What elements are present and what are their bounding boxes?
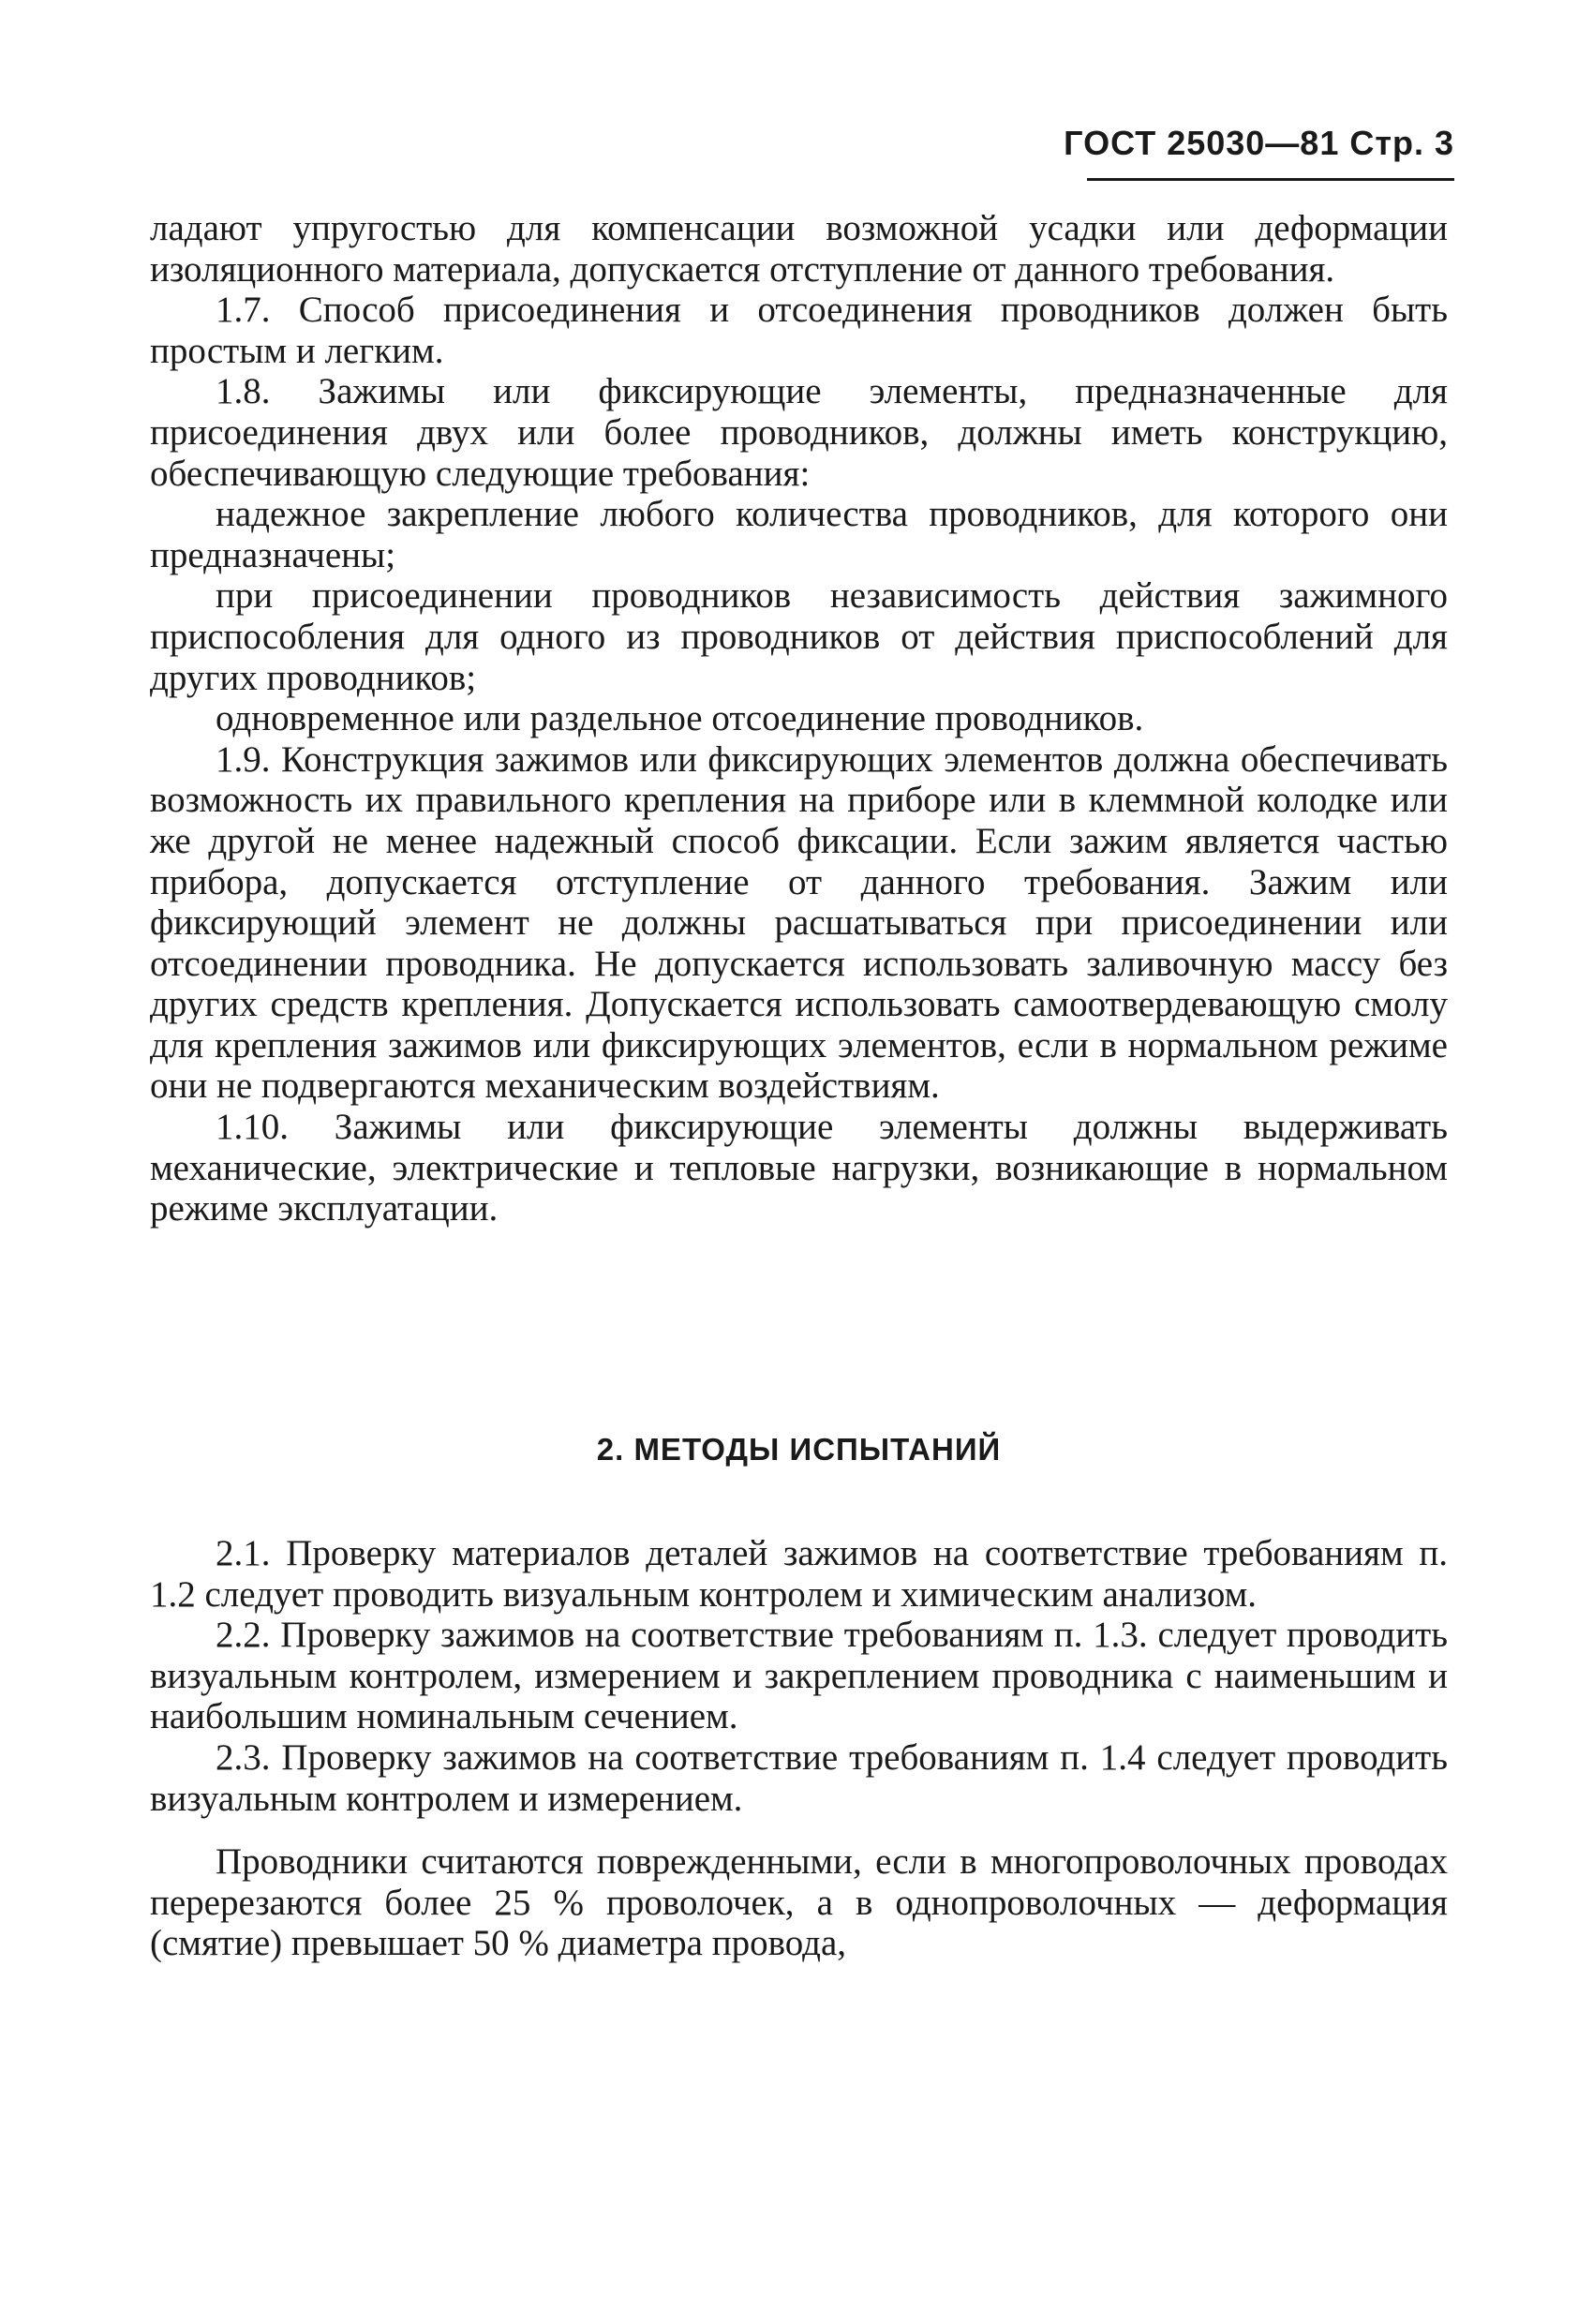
paragraph-1-8: 1.8. Зажимы или фиксирующие элементы, предназначенные для присоединения двух или более проводников, должны иметь конструкцию, обеспечивающую следующие требования: [150, 371, 1448, 494]
paragraph-2-1: 2.1. Проверку материалов деталей зажимов на соответствие требованиям п. 1.2 следует проводить визуальным контролем и химическим анализом. [150, 1533, 1448, 1615]
list-item-disconnection: одновременное или раздельное отсоединение проводников. [216, 698, 1144, 739]
list-item-independence: при присоединении проводников независимость действия зажимного приспособления для одного из проводников от действия приспособлений для других проводников; [150, 575, 1448, 698]
list-item-reliable-fixing: надежное закрепление любого количества проводников, для которого они предназначены; [150, 494, 1448, 575]
paragraph-2-2: 2.2. Проверку зажимов на соответствие требованиям п. 1.3. следует проводить визуальным контролем, измерением и закреплением проводника с наименьшим и наибольшим номинальным сечением. [150, 1615, 1448, 1737]
header-rule [1087, 178, 1454, 181]
paragraph-1-10: 1.10. Зажимы или фиксирующие элементы должны выдерживать механические, электрические и тепловые нагрузки, возникающие в нормальном режиме эксплуатации. [150, 1107, 1448, 1229]
paragraph-1-9: 1.9. Конструкция зажимов или фиксирующих элементов должна обеспечивать возможность их правильного крепления на приборе или в клеммной колодке или же другой не менее надежный способ фиксации. Если зажим является частью прибора, допускается отступление от данного требования. Зажим или фиксирующий элемент не должны расшатываться при присоединении или отсоединении проводника. Не допускается использовать заливочную массу без других средств крепления. Допускается использовать самоотвердевающую смолу для крепления зажимов или фиксирующих элементов, если в нормальном режиме они не подвергаются механическим воздействиям. [150, 738, 1448, 1107]
section-title: 2. МЕТОДЫ ИСПЫТАНИЙ [596, 1432, 1002, 1467]
page-header: ГОСТ 25030—81 Стр. 3 [1064, 124, 1454, 162]
paragraph-continuation: ладают упругостью для компенсации возможной усадки или деформации изоляционного материала, допускается отступление от данного требования. [150, 208, 1448, 290]
paragraph-2-3: 2.3. Проверку зажимов на соответствие требованиям п. 1.4 следует проводить визуальным контролем и измерением. [150, 1736, 1448, 1819]
paragraph-damaged-conductors: Проводники считаются поврежденными, если в многопроволочных проводах перерезаются более 25 % проволочек, а в однопроволочных — деформация (смятие) превышает 50 % диаметра провода, [150, 1841, 1448, 1964]
paragraph-1-7: 1.7. Способ присоединения и отсоединения проводников должен быть простым и легким. [150, 290, 1448, 371]
section-2-body [150, 1533, 1448, 1964]
section-1-continuation [150, 208, 1448, 1229]
